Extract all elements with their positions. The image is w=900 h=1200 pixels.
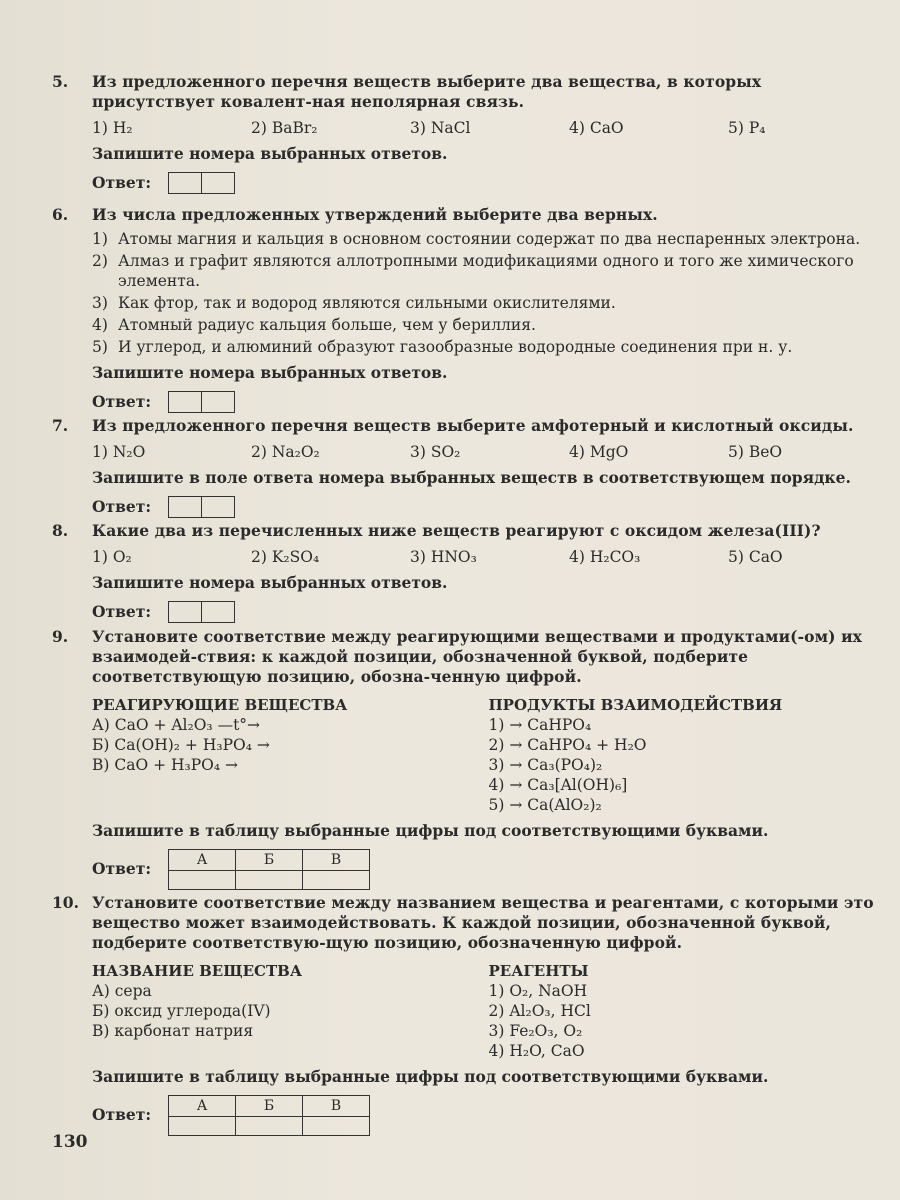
- answer-cell[interactable]: [303, 1116, 370, 1135]
- statement-text: Атомы магния и кальция в основном состоянии содержат по два неспаренных электрона.: [118, 230, 861, 248]
- statement-text: Как фтор, так и водород являются сильными окислителями.: [118, 294, 616, 312]
- options-row: [92, 442, 887, 462]
- matching-columns: [92, 695, 887, 815]
- statement: [92, 229, 887, 249]
- option: 5) BeO: [728, 443, 783, 461]
- reagent-item: 3) Fe₂O₃, O₂: [488, 1022, 583, 1040]
- option: 3) HNO₃: [410, 548, 477, 566]
- answer-row: [92, 847, 887, 891]
- option: 1) O₂: [92, 548, 132, 566]
- reagent-item: 1) O₂, NaOH: [488, 982, 588, 1000]
- option: 1) H₂: [92, 119, 133, 137]
- substance-item: В) карбонат натрия: [92, 1022, 254, 1040]
- statement-number: 2): [92, 252, 108, 270]
- question-6: [52, 205, 887, 415]
- letter-header: В: [303, 1095, 370, 1116]
- instruction: Запишите номера выбранных ответов.: [92, 144, 448, 163]
- question-text: Из предложенного перечня веществ выберите амфотерный и кислотный оксиды.: [92, 416, 854, 435]
- answer-label: Ответ:: [92, 1105, 152, 1124]
- answer-cell[interactable]: [202, 173, 234, 193]
- question-5: [52, 72, 887, 196]
- question-number: 8.: [52, 521, 69, 540]
- question-number: 9.: [52, 627, 69, 646]
- question-10: [52, 893, 887, 1137]
- product-item: 3) → Ca₃(PO₄)₂: [488, 756, 603, 774]
- answer-cell[interactable]: [236, 870, 303, 889]
- right-column: [489, 961, 888, 1061]
- product-item: 2) → CaHPO₄ + H₂O: [488, 736, 647, 754]
- question-text: Установите соответствие между реагирующими веществами и продуктами(-ом) их взаимодей-ствия: к каждой позиции, обозначенной буквой, подберите соответствующую позицию, обозна-ченную цифрой.: [92, 627, 863, 686]
- answer-row: [92, 389, 887, 415]
- answer-boxes: [168, 172, 235, 194]
- option: 5) P₄: [728, 119, 766, 137]
- answer-table: [168, 1095, 370, 1136]
- option: 4) H₂CO₃: [569, 548, 641, 566]
- question-7: [52, 416, 887, 520]
- option: 2) Na₂O₂: [251, 443, 320, 461]
- instruction: Запишите в таблицу выбранные цифры под соответствующими буквами.: [92, 821, 769, 840]
- options-row: [92, 547, 887, 567]
- option: 3) NaCl: [410, 119, 471, 137]
- left-column: [92, 695, 489, 815]
- question-text: Установите соответствие между названием вещества и реагентами, с которыми это вещество может взаимодействовать. К каждой позиции, обозначенной буквой, подберите соответствую-щую позицию, обозначенную цифрой.: [92, 893, 874, 952]
- answer-row: [92, 170, 887, 196]
- reaction-item: А) CaO + Al₂O₃ —t°→: [92, 716, 261, 734]
- answer-cell[interactable]: [169, 602, 202, 622]
- option: 1) N₂O: [92, 443, 146, 461]
- statement-number: 5): [92, 338, 108, 356]
- substance-item: Б) оксид углерода(IV): [92, 1002, 271, 1020]
- statement-number: 1): [92, 230, 108, 248]
- statement-number: 3): [92, 294, 108, 312]
- answer-row: [92, 1093, 887, 1137]
- answer-cell[interactable]: [169, 1116, 236, 1135]
- question-8: [52, 521, 887, 625]
- option: 3) SO₂: [410, 443, 461, 461]
- page-number: 130: [52, 1132, 88, 1152]
- answer-cell[interactable]: [202, 392, 234, 412]
- answer-cell[interactable]: [303, 870, 370, 889]
- answer-label: Ответ:: [92, 497, 152, 516]
- right-column: [489, 695, 888, 815]
- question-number: 5.: [52, 72, 69, 91]
- statement-text: Алмаз и графит являются аллотропными модификациями одного и того же химического элемента.: [118, 252, 854, 290]
- answer-label: Ответ:: [92, 602, 152, 621]
- statement: [92, 315, 887, 335]
- question-text: Из предложенного перечня веществ выберите два вещества, в которых присутствует ковалент-ная неполярная связь.: [92, 72, 762, 111]
- options-row: [92, 118, 887, 138]
- statement: [92, 293, 887, 313]
- letter-header: Б: [236, 849, 303, 870]
- reaction-item: В) CaO + H₃PO₄ →: [92, 756, 239, 774]
- option: 4) MgO: [569, 443, 629, 461]
- option: 2) BaBr₂: [251, 119, 318, 137]
- product-item: 1) → CaHPO₄: [488, 716, 592, 734]
- question-text: Какие два из перечисленных ниже веществ реагируют с оксидом железа(III)?: [92, 521, 821, 540]
- statements-list: [92, 229, 887, 357]
- answer-cell[interactable]: [202, 497, 234, 517]
- letter-header: А: [169, 849, 236, 870]
- reagent-item: 2) Al₂O₃, HCl: [488, 1002, 591, 1020]
- substance-item: А) сера: [92, 982, 152, 1000]
- answer-cell[interactable]: [169, 173, 202, 193]
- answer-boxes: [168, 496, 235, 518]
- answer-table: [168, 849, 370, 890]
- column-header: НАЗВАНИЕ ВЕЩЕСТВА: [92, 962, 303, 980]
- letter-header: А: [169, 1095, 236, 1116]
- answer-cell[interactable]: [169, 392, 202, 412]
- product-item: 5) → Ca(AlO₂)₂: [488, 796, 602, 814]
- column-header: ПРОДУКТЫ ВЗАИМОДЕЙСТВИЯ: [488, 696, 783, 714]
- answer-cell[interactable]: [202, 602, 234, 622]
- option: 2) K₂SO₄: [251, 548, 320, 566]
- question-number: 7.: [52, 416, 69, 435]
- answer-boxes: [168, 601, 235, 623]
- instruction: Запишите номера выбранных ответов.: [92, 363, 448, 382]
- answer-label: Ответ:: [92, 173, 152, 192]
- instruction: Запишите номера выбранных ответов.: [92, 573, 448, 592]
- answer-label: Ответ:: [92, 392, 152, 411]
- answer-cell[interactable]: [236, 1116, 303, 1135]
- left-column: [92, 961, 489, 1061]
- answer-row: [92, 599, 887, 625]
- statement-text: Атомный радиус кальция больше, чем у бериллия.: [118, 316, 536, 334]
- instruction: Запишите в таблицу выбранные цифры под соответствующими буквами.: [92, 1067, 769, 1086]
- reaction-item: Б) Ca(OH)₂ + H₃PO₄ →: [92, 736, 270, 754]
- answer-boxes: [168, 391, 235, 413]
- statement-number: 4): [92, 316, 108, 334]
- product-item: 4) → Ca₃[Al(OH)₆]: [488, 776, 628, 794]
- statement: [92, 337, 887, 357]
- letter-header: Б: [236, 1095, 303, 1116]
- answer-row: [92, 494, 887, 520]
- reagent-item: 4) H₂O, CaO: [488, 1042, 585, 1060]
- answer-cell[interactable]: [169, 497, 202, 517]
- option: 5) CaO: [728, 548, 783, 566]
- statement-text: И углерод, и алюминий образуют газообразные водородные соединения при н. у.: [118, 338, 793, 356]
- question-text: Из числа предложенных утверждений выберите два верных.: [92, 205, 658, 224]
- column-header: РЕАГИРУЮЩИЕ ВЕЩЕСТВА: [92, 696, 348, 714]
- letter-header: В: [303, 849, 370, 870]
- answer-cell[interactable]: [169, 870, 236, 889]
- statement: [92, 251, 887, 291]
- column-header: РЕАГЕНТЫ: [488, 962, 589, 980]
- option: 4) CaO: [569, 119, 624, 137]
- instruction: Запишите в поле ответа номера выбранных веществ в соответствующем порядке.: [92, 468, 851, 487]
- answer-label: Ответ:: [92, 859, 152, 878]
- matching-columns: [92, 961, 887, 1061]
- question-number: 6.: [52, 205, 69, 224]
- question-number: 10.: [52, 893, 79, 912]
- question-9: [52, 627, 887, 891]
